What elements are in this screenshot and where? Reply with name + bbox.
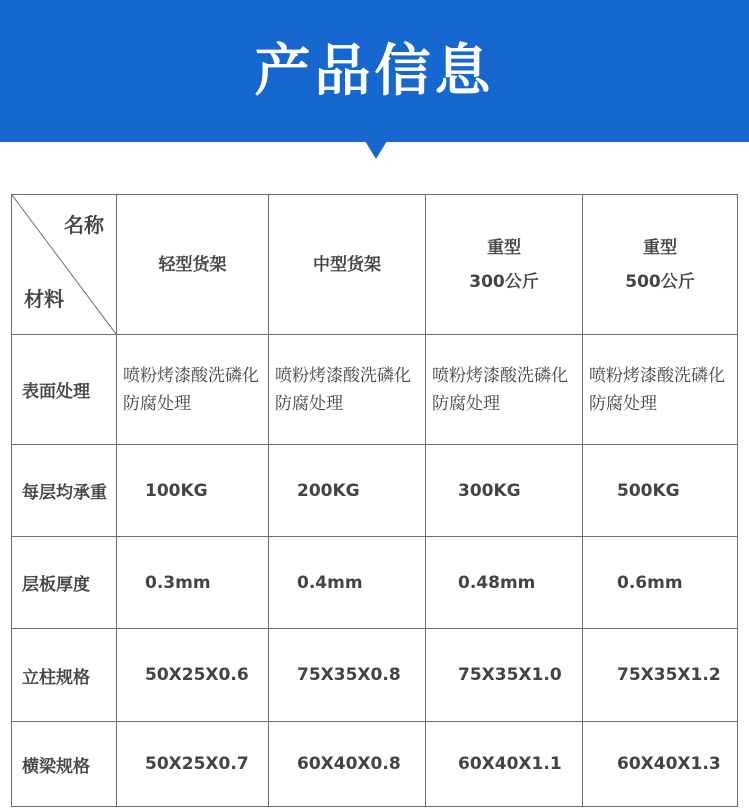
cell-line2: 防腐处理 bbox=[432, 393, 500, 414]
cell-line2: 防腐处理 bbox=[589, 393, 657, 414]
banner-pointer-arrow bbox=[365, 141, 387, 159]
table-row bbox=[12, 722, 738, 807]
table-cell bbox=[269, 335, 426, 445]
table-cell: 500KG bbox=[583, 445, 738, 537]
column-header-light-rack bbox=[117, 195, 269, 335]
row-label-load-per-layer: 每层均承重 bbox=[12, 445, 117, 537]
table-row bbox=[12, 537, 738, 629]
table-cell: 75X35X1.2 bbox=[583, 629, 738, 722]
table-cell: 50X25X0.7 bbox=[117, 722, 269, 807]
corner-label-material: 材料 bbox=[24, 287, 64, 311]
table-row bbox=[12, 335, 738, 445]
column-header-medium-rack bbox=[269, 195, 426, 335]
table-cell: 0.4mm bbox=[269, 537, 426, 629]
corner-label-name: 名称 bbox=[64, 213, 104, 237]
column-header-line1: 轻型货架 bbox=[158, 254, 227, 275]
cell-line1: 喷粉烤漆酸洗磷化 bbox=[432, 365, 568, 386]
table-cell: 75X35X1.0 bbox=[426, 629, 583, 722]
table-cell: 0.6mm bbox=[583, 537, 738, 629]
table-cell: 75X35X0.8 bbox=[269, 629, 426, 722]
cell-line1: 喷粉烤漆酸洗磷化 bbox=[275, 365, 411, 386]
table-row bbox=[12, 445, 738, 537]
table-cell: 0.48mm bbox=[426, 537, 583, 629]
column-header-line1: 重型 bbox=[487, 237, 521, 258]
cell-line1: 喷粉烤漆酸洗磷化 bbox=[589, 365, 725, 386]
page-title: 产品信息 bbox=[254, 39, 495, 104]
cell-line2: 防腐处理 bbox=[275, 393, 343, 414]
header-banner bbox=[0, 0, 749, 142]
table-cell: 60X40X1.1 bbox=[426, 722, 583, 807]
column-header-line1: 重型 bbox=[643, 237, 677, 258]
row-label-surface-treatment: 表面处理 bbox=[12, 335, 117, 445]
table-cell: 100KG bbox=[117, 445, 269, 537]
table-header-row bbox=[12, 195, 738, 335]
corner-header-cell bbox=[12, 195, 117, 335]
table-cell: 60X40X0.8 bbox=[269, 722, 426, 807]
cell-line1: 喷粉烤漆酸洗磷化 bbox=[123, 365, 259, 386]
table-cell: 60X40X1.3 bbox=[583, 722, 738, 807]
row-label-upright-spec: 立柱规格 bbox=[12, 629, 117, 722]
column-header-heavy-300 bbox=[426, 195, 583, 335]
table-cell: 200KG bbox=[269, 445, 426, 537]
row-label-beam-spec: 横梁规格 bbox=[12, 722, 117, 807]
column-header-heavy-500 bbox=[583, 195, 738, 335]
column-header-line2: 300公斤 bbox=[469, 271, 539, 292]
table-cell bbox=[583, 335, 738, 445]
table-cell: 300KG bbox=[426, 445, 583, 537]
table-cell: 50X25X0.6 bbox=[117, 629, 269, 722]
column-header-line1: 中型货架 bbox=[313, 254, 381, 275]
table-cell bbox=[117, 335, 269, 445]
row-label-shelf-thickness: 层板厚度 bbox=[12, 537, 117, 629]
product-spec-table bbox=[11, 194, 738, 807]
table-cell: 0.3mm bbox=[117, 537, 269, 629]
column-header-line2: 500公斤 bbox=[625, 271, 695, 292]
cell-line2: 防腐处理 bbox=[123, 393, 191, 414]
table-row bbox=[12, 629, 738, 722]
table-cell bbox=[426, 335, 583, 445]
